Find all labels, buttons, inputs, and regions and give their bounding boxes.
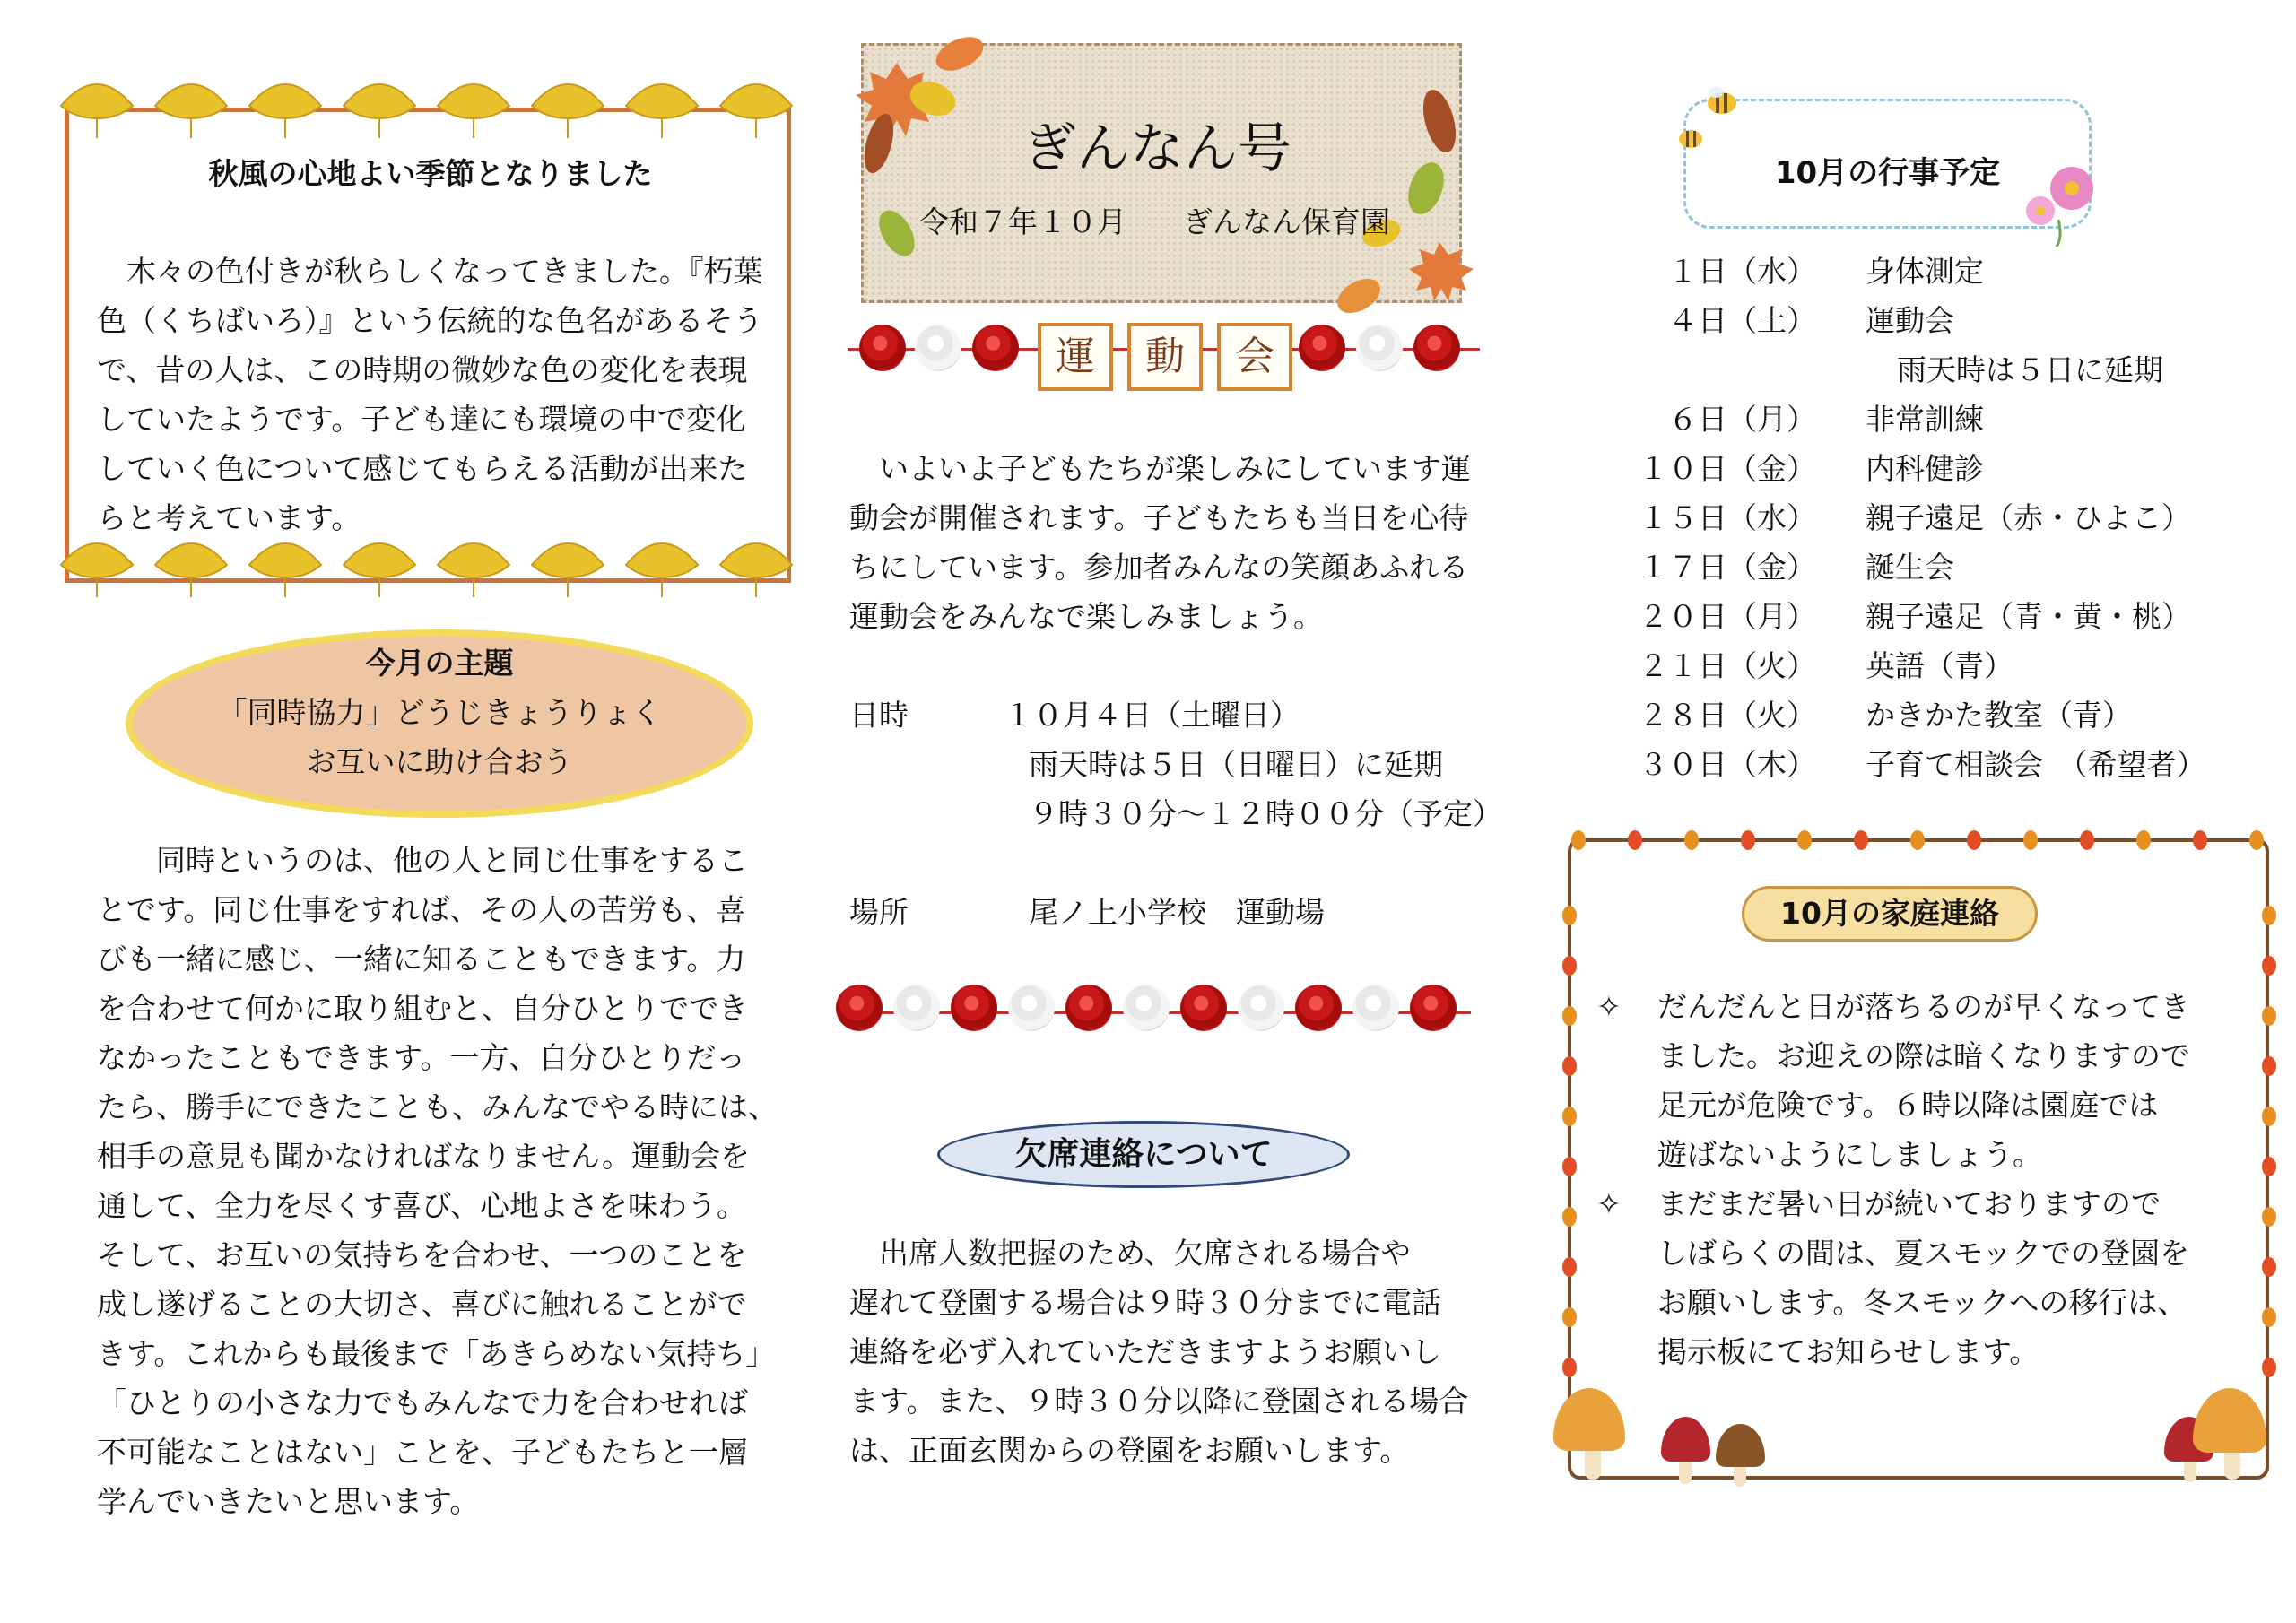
schedule-row <box>1632 345 2206 395</box>
border-dot <box>1562 956 1577 976</box>
ginkgo-leaf-icon <box>56 538 138 601</box>
paragraph-line: していく色について感じてもらえる活動が出来た <box>97 451 748 486</box>
schedule-day: ２０日（月） <box>1639 599 1816 634</box>
issue-date: 令和７年１０月 <box>919 204 1126 239</box>
border-dot <box>2262 1257 2276 1277</box>
leaf-icon <box>931 30 988 78</box>
paragraph-line: 運動会をみんなで楽しみましょう。 <box>849 599 1323 634</box>
newsletter-title: ぎんなん号 <box>1022 117 1292 180</box>
border-dot <box>1562 1358 1577 1377</box>
border-dot <box>1684 830 1699 850</box>
schedule-event: 親子遠足（赤・ひよこ） <box>1866 500 2191 535</box>
schedule-row <box>1632 395 2206 444</box>
schedule-event: 子育て相談会 （希望者） <box>1866 747 2206 782</box>
border-dot <box>1562 1307 1577 1327</box>
notice-item <box>1596 1179 2190 1228</box>
ginkgo-leaf-icon <box>526 538 609 601</box>
sports-day-details <box>849 690 1502 937</box>
paragraph-line: ちにしています。参加者みんなの笑顔あふれる <box>849 550 1469 585</box>
paragraph-line: は、正面玄関からの登園をお願いします。 <box>849 1433 1410 1468</box>
white-rose-icon <box>1008 985 1055 1031</box>
paragraph-line: で、昔の人は、この時期の微妙な色の変化を表現 <box>97 352 748 387</box>
schedule-event: 雨天時は５日に延期 <box>1897 352 2163 387</box>
notice-line: お願いします。冬スモックへの移行は、 <box>1657 1285 2187 1320</box>
maple-leaf-icon <box>1409 242 1474 301</box>
ginkgo-leaf-icon <box>526 79 609 142</box>
border-dot <box>1741 830 1755 850</box>
family-notice-body <box>1596 982 2190 1376</box>
schedule-day: ２８日（火） <box>1639 698 1816 733</box>
schedule-day: １７日（金） <box>1639 550 1816 585</box>
notice-line: だんだんと日が落ちるのが早くなってき <box>1657 989 2190 1024</box>
border-dot <box>2136 830 2151 850</box>
paragraph-line: たら、勝手にできたことも、みんなでやる時には、 <box>97 1089 778 1124</box>
border-dot <box>1797 830 1812 850</box>
paragraph-line: びも一緒に感じ、一緒に知ることもできます。力 <box>97 942 746 976</box>
schedule-row <box>1632 641 2206 690</box>
place-row <box>849 888 1502 937</box>
border-dot <box>2262 1307 2276 1327</box>
ginkgo-leaf-icon <box>338 538 421 601</box>
paragraph-line: 学んでいきたいと思います。 <box>97 1484 480 1519</box>
red-rose-icon <box>1413 325 1460 371</box>
paragraph-line: 通して、全力を尽くす喜び、心地よさを味わう。 <box>97 1188 747 1223</box>
paragraph-line: なかったこともできます。一方、自分ひとりだっ <box>97 1040 746 1075</box>
red-rose-icon <box>1299 325 1345 371</box>
red-rose-icon <box>1295 985 1342 1031</box>
schedule-row <box>1632 493 2206 542</box>
monthly-theme-subtitle: お互いに助け合おう <box>306 744 573 779</box>
schedule-row <box>1632 592 2206 641</box>
rain-note: 雨天時は５日（日曜日）に延期 <box>1029 747 1443 782</box>
schedule-event: 内科健診 <box>1866 451 1984 486</box>
paragraph-line: そして、お互いの気持ちを合わせ、一つのことを <box>97 1237 747 1272</box>
schedule-event: 非常訓練 <box>1866 402 1984 437</box>
ginkgo-leaf-icon <box>150 538 232 601</box>
white-rose-icon <box>1356 325 1403 371</box>
ginkgo-leaf-icon <box>244 79 326 142</box>
schedule-event: 英語（青） <box>1866 648 2013 683</box>
schedule-event: かきかた教室（青） <box>1866 698 2132 733</box>
nursery-name: ぎんなん保育園 <box>1182 204 1390 239</box>
border-dot <box>1967 830 1981 850</box>
notice-item <box>1596 982 2190 1031</box>
time-value: ９時３０分～１２時００分（予定） <box>1029 796 1502 831</box>
red-rose-icon <box>836 985 883 1031</box>
notice-line: しばらくの間は、夏スモックでの登園を <box>1657 1236 2190 1271</box>
border-dot <box>2023 830 2038 850</box>
border-dot <box>1854 830 1868 850</box>
paragraph-line: 成し遂げることの大切さ、喜びに触れることがで <box>97 1287 747 1322</box>
ginkgo-leaf-icon <box>244 538 326 601</box>
sports-day-sign-card: 運 <box>1038 323 1113 391</box>
border-dot <box>2080 830 2094 850</box>
autumn-greeting-body <box>97 247 763 542</box>
schedule-day: ３０日（木） <box>1639 747 1816 782</box>
bee-icon <box>1708 87 1736 114</box>
place-value: 尾ノ上小学校 運動場 <box>1029 895 1325 930</box>
notice-line: 足元が危険です。６時以降は園庭では <box>1657 1088 2159 1123</box>
event-schedule <box>1632 247 2206 789</box>
paragraph-line: していたようです。子ども達にも環境の中で変化 <box>97 402 746 437</box>
border-dot <box>2262 906 2276 925</box>
border-dot <box>1562 1107 1577 1126</box>
border-dot <box>2262 956 2276 976</box>
paragraph-line: 遅れて登園する場合は９時３０分までに電話 <box>849 1285 1441 1320</box>
family-notice-heading: 10月の家庭連絡 <box>1742 886 2038 942</box>
border-dot <box>1562 1157 1577 1176</box>
notice-line: まだまだ暑い日が続いておりますので <box>1657 1186 2161 1221</box>
border-dot <box>1571 830 1586 850</box>
datetime-label: 日時 <box>849 698 909 733</box>
cooperation-body <box>97 836 778 1526</box>
ginkgo-leaf-icon <box>432 538 515 601</box>
ginkgo-leaf-icon <box>56 79 138 142</box>
paragraph-line: らと考えています。 <box>97 500 361 535</box>
border-dot <box>1562 906 1577 925</box>
border-dot <box>1562 1056 1577 1076</box>
paragraph-line: 不可能なことはない」ことを、子どもたちと一層 <box>97 1435 748 1470</box>
paragraph-line: 「ひとりの小さな力でもみんなで力を合わせれば <box>97 1385 748 1420</box>
ginkgo-leaf-icon <box>715 79 797 142</box>
paragraph-line: 連絡を必ず入れていただきますようお願いし <box>849 1334 1441 1369</box>
schedule-day: １５日（水） <box>1639 500 1816 535</box>
border-dot <box>2262 1056 2276 1076</box>
ginkgo-leaf-icon <box>150 79 232 142</box>
border-dot <box>1562 1257 1577 1277</box>
ginkgo-leaf-icon <box>432 79 515 142</box>
red-rose-icon <box>951 985 997 1031</box>
notice-line: ました。お迎えの際は暗くなりますので <box>1657 1038 2190 1073</box>
red-rose-icon <box>1180 985 1227 1031</box>
border-dot <box>1562 1207 1577 1227</box>
notice-line: 遊ばないようにしましょう。 <box>1657 1137 2042 1172</box>
paragraph-line: 出席人数把握のため、欠席される場合や <box>849 1236 1411 1271</box>
sports-day-sign-card: 動 <box>1127 323 1203 391</box>
schedule-event: 運動会 <box>1866 303 1954 338</box>
datetime-value: １０月４日（土曜日） <box>1004 698 1300 733</box>
border-dot <box>1628 830 1642 850</box>
schedule-row <box>1632 740 2206 789</box>
ginkgo-leaf-icon <box>621 538 703 601</box>
schedule-day: １日（水） <box>1668 254 1816 289</box>
paragraph-line: 色（くちばいろ）』という伝統的な色名があるそう <box>97 303 763 338</box>
schedule-day: ４日（土） <box>1668 303 1816 338</box>
monthly-theme <box>126 638 753 786</box>
absence-heading: 欠席連絡について <box>937 1121 1350 1188</box>
paragraph-line: ます。また、９時３０分以降に登園される場合 <box>849 1384 1469 1419</box>
ginkgo-leaf-icon <box>621 79 703 142</box>
paragraph-line: 木々の色付きが秋らしくなってきました。『朽葉 <box>97 254 763 289</box>
border-dot <box>1562 1006 1577 1026</box>
paragraph-line: 相手の意見も聞かなければなりません。運動会を <box>97 1139 750 1174</box>
autumn-greeting-heading: 秋風の心地よい季節となりました <box>208 156 653 191</box>
white-rose-icon <box>915 325 961 371</box>
absence-body <box>849 1228 1468 1475</box>
border-dot <box>2262 1006 2276 1026</box>
white-rose-icon <box>1123 985 1170 1031</box>
bee-icon <box>1679 130 1702 148</box>
paragraph-line: いよいよ子どもたちが楽しみにしています運 <box>849 451 1471 486</box>
red-rose-icon <box>1065 985 1112 1031</box>
paragraph-line: きす。これからも最後まで「あきらめない気持ち」 <box>97 1336 776 1371</box>
leaf-icon <box>1331 272 1386 320</box>
white-rose-icon <box>1238 985 1284 1031</box>
schedule-row <box>1632 296 2206 345</box>
border-dot <box>2262 1107 2276 1126</box>
notice-line: 掲示板にてお知らせします。 <box>1657 1334 2039 1369</box>
red-rose-icon <box>859 325 906 371</box>
paragraph-line: 動会が開催されます。子どもたちも当日を心待 <box>849 500 1469 535</box>
red-rose-icon <box>1410 985 1457 1031</box>
issue-line <box>919 199 1390 241</box>
red-rose-icon <box>972 325 1019 371</box>
monthly-theme-motto: 「同時協力」どうじきょうりょく <box>217 695 662 730</box>
paragraph-line: とです。同じ仕事をすれば、その人の苦労も、喜 <box>97 892 746 927</box>
sparkle-bullet-icon: ✧ <box>1596 989 1622 1024</box>
schedule-row <box>1632 444 2206 493</box>
sparkle-bullet-icon: ✧ <box>1596 1186 1622 1221</box>
schedule-row <box>1632 542 2206 592</box>
white-rose-icon <box>893 985 940 1031</box>
schedule-heading: 10月の行事予定 <box>1774 155 2001 191</box>
leaf-icon <box>872 204 922 262</box>
sports-day-body <box>849 444 1471 641</box>
schedule-day: １０日（金） <box>1639 451 1816 486</box>
white-rose-icon <box>1352 985 1399 1031</box>
ginkgo-leaf-icon <box>338 79 421 142</box>
border-dot <box>2249 830 2264 850</box>
schedule-event: 誕生会 <box>1866 550 1954 585</box>
border-dot <box>2193 830 2207 850</box>
datetime-row <box>849 690 1502 740</box>
schedule-event: 親子遠足（青・黄・桃） <box>1866 599 2191 634</box>
schedule-event: 身体測定 <box>1866 254 1984 289</box>
paragraph-line: 同時というのは、他の人と同じ仕事をするこ <box>97 843 748 878</box>
border-dot <box>1910 830 1925 850</box>
place-label: 場所 <box>849 895 909 930</box>
schedule-row <box>1632 690 2206 740</box>
paragraph-line: を合わせて何かに取り組むと、自分ひとりででき <box>97 991 748 1026</box>
border-dot <box>2262 1207 2276 1227</box>
schedule-row <box>1632 247 2206 296</box>
sports-day-sign-card: 会 <box>1217 323 1292 391</box>
schedule-day: ２１日（火） <box>1639 648 1816 683</box>
border-dot <box>2262 1358 2276 1377</box>
monthly-theme-heading: 今月の主題 <box>365 646 514 681</box>
border-dot <box>2262 1157 2276 1176</box>
ginkgo-leaf-icon <box>715 538 797 601</box>
schedule-day: ６日（月） <box>1668 402 1816 437</box>
